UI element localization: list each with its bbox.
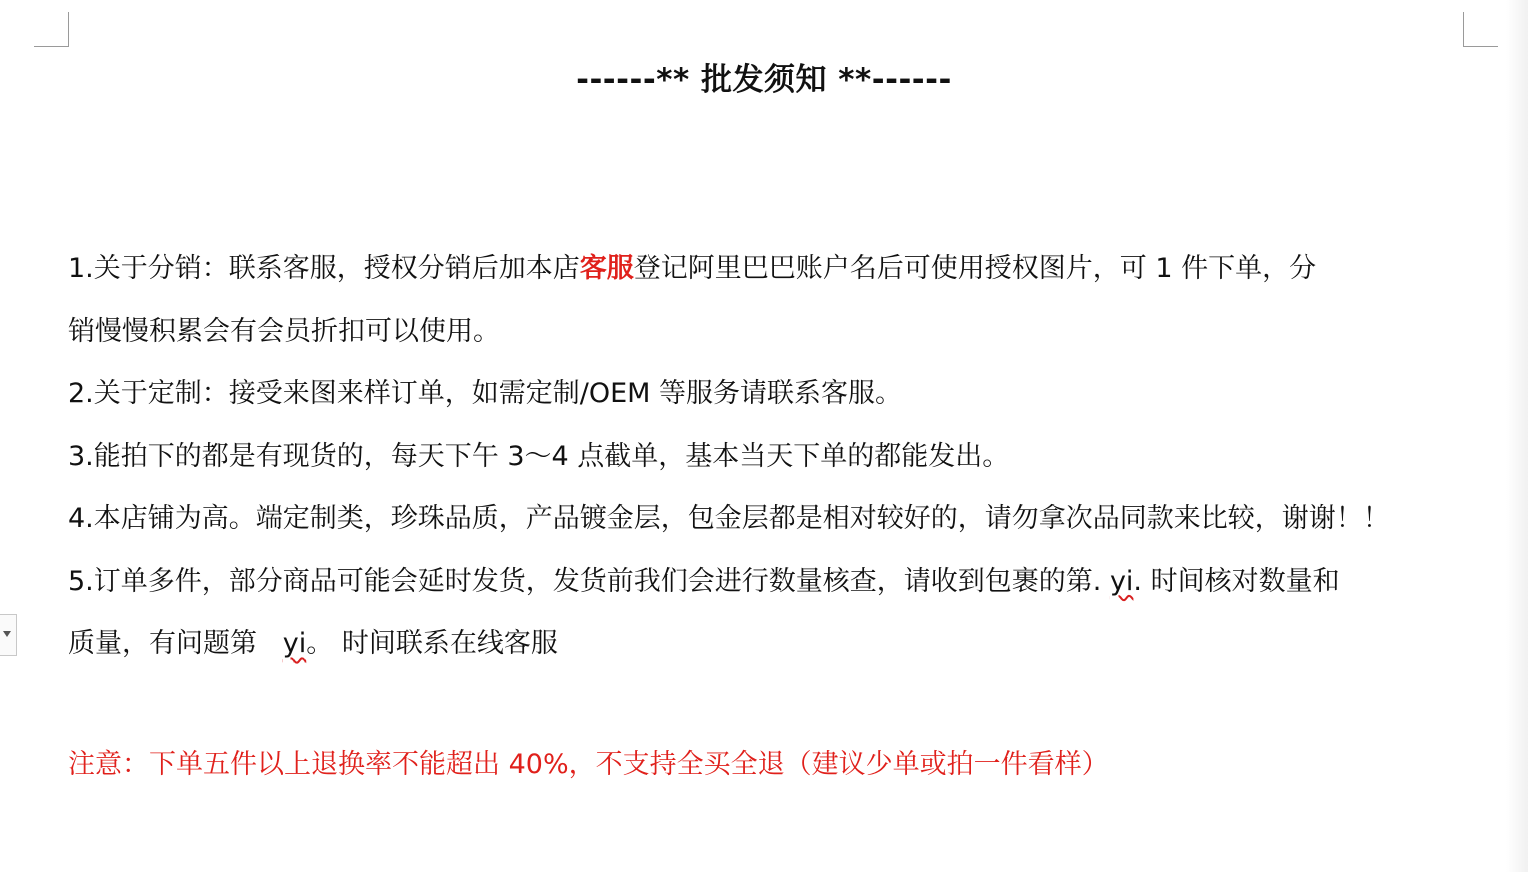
item-multi-order-line1 bbox=[68, 551, 1488, 614]
item-customization: 2.关于定制：接受来图来样订单，如需定制/OEM 等服务请联系客服。 bbox=[68, 378, 903, 409]
item-multi-order-text-pre: 5.订单多件，部分商品可能会延时发货，发货前我们会进行数量核查，请收到包裹的第. bbox=[68, 565, 1102, 597]
notice-body bbox=[68, 238, 1488, 676]
margin-marker[interactable] bbox=[0, 614, 17, 656]
item-multi-order-line2-post: 。 时间联系在线客服 bbox=[306, 628, 558, 659]
notice-warning: 注意：下单五件以上退换率不能超出 40%，不支持全买全退（建议少单或拍一件看样） bbox=[68, 749, 1109, 780]
page-title: ------** 批发须知 **------ bbox=[576, 62, 952, 98]
crop-mark-top-left bbox=[34, 12, 69, 47]
spellcheck-word[interactable]: yi bbox=[1109, 565, 1134, 597]
item-distribution-text-post: 登记阿里巴巴账户名后可使用授权图片，可 1 件下单，分 bbox=[633, 253, 1317, 284]
customer-service-highlight: 客服 bbox=[579, 253, 634, 284]
item-stock-cutoff: 3.能拍下的都是有现货的，每天下午 3～4 点截单，基本当天下单的都能发出。 bbox=[68, 440, 1010, 472]
page-edge-shadow bbox=[1506, 0, 1528, 872]
item-distribution-line1 bbox=[68, 238, 1488, 301]
crop-mark-top-right bbox=[1463, 12, 1498, 47]
spellcheck-word[interactable]: yi bbox=[282, 628, 307, 659]
caret-down-icon bbox=[3, 631, 11, 637]
item-quality: 4.本店铺为高。端定制类，珍珠品质，产品镀金层，包金层都是相对较好的，请勿拿次品同款来比较，谢谢！！ bbox=[68, 503, 1390, 534]
item-multi-order-line2 bbox=[68, 613, 1488, 676]
item-distribution-text-pre: 1.关于分销：联系客服，授权分销后加本店 bbox=[68, 253, 580, 284]
item-multi-order-text-post: . 时间核对数量和 bbox=[1133, 565, 1340, 597]
item-multi-order-line2-pre: 质量，有问题第 bbox=[68, 628, 257, 659]
item-distribution-line2: 销慢慢积累会有会员折扣可以使用。 bbox=[68, 315, 500, 347]
